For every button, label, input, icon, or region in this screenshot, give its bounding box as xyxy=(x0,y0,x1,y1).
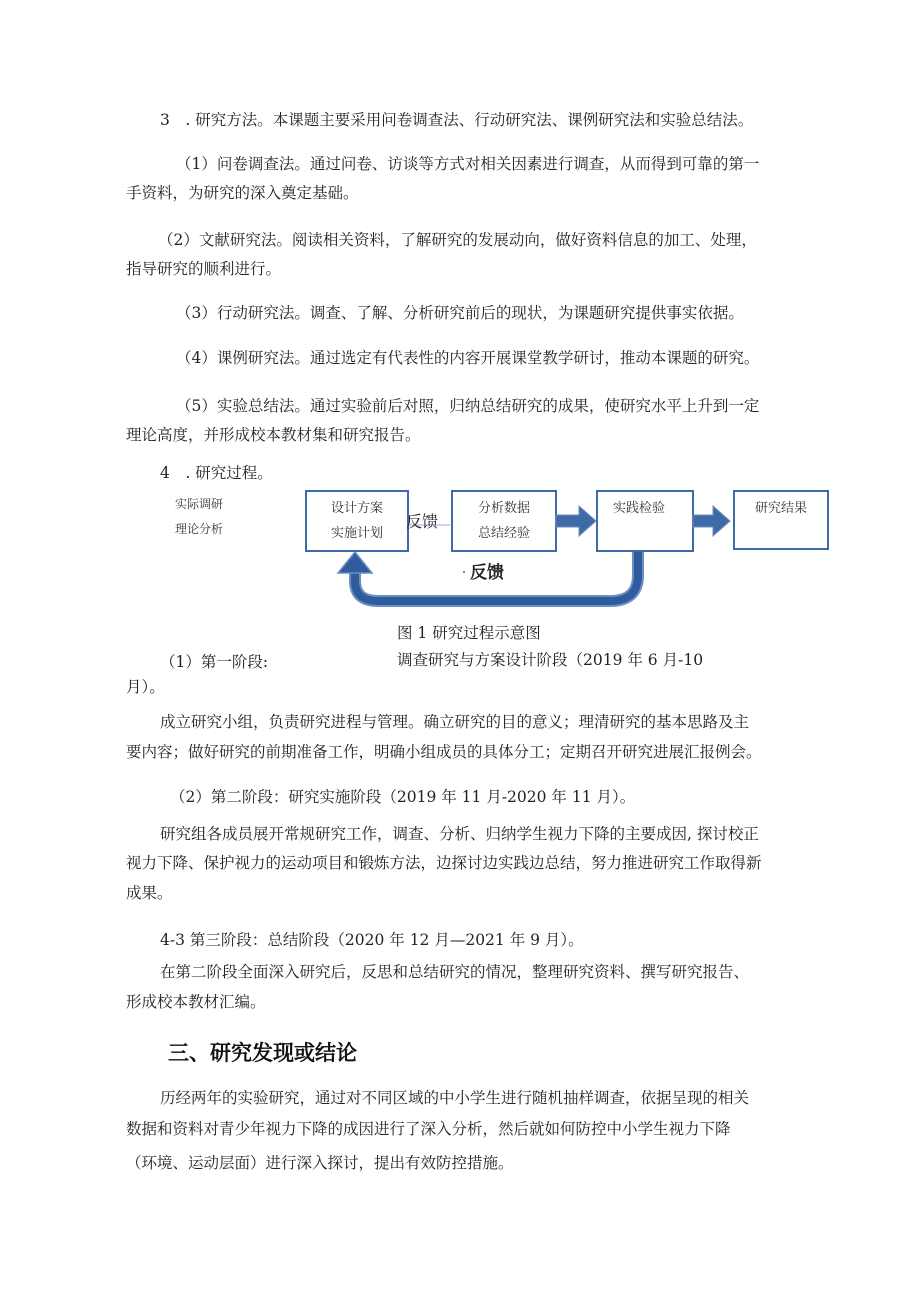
method-1-line1: （1）问卷调查法。通过问卷、访谈等方式对相关因素进行调查，从而得到可靠的第一 xyxy=(176,155,760,173)
stage-2-title: （2）第二阶段：研究实施阶段（2019 年 11 月-2020 年 11 月）。 xyxy=(170,788,636,806)
box-analyze-data-line1: 分析数据 xyxy=(477,501,531,516)
box-design-plan-line1: 设计方案 xyxy=(330,501,384,516)
method-5-line2: 理论高度，并形成校本教材集和研究报告。 xyxy=(126,426,421,444)
section-heading-findings: 三、研究发现或结论 xyxy=(168,1041,357,1065)
box-design-plan xyxy=(306,491,408,551)
box-research-result-label: 研究结果 xyxy=(754,501,808,516)
stage-1-title: 调查研究与方案设计阶段（2019 年 6 月-10 xyxy=(397,651,704,669)
stage-1-title-cont: 月）。 xyxy=(126,678,165,696)
stage-3-body-line1: 在第二阶段全面深入研究后，反思和总结研究的情况，整理研究资料、撰写研究报告、 xyxy=(160,963,750,981)
stage-1-body-line1: 成立研究小组，负责研究进程与管理。确立研究的目的意义；理清研究的基本思路及主 xyxy=(160,713,750,731)
findings-line3: （环境、运动层面）进行深入探讨，提出有效防控措施。 xyxy=(126,1154,514,1172)
box-practice-test-label: 实践检验 xyxy=(612,501,666,516)
stage-1-label: （1）第一阶段: xyxy=(160,653,269,671)
method-4: （4）课例研究法。通过选定有代表性的内容开展课堂教学研讨，推动本课题的研究。 xyxy=(176,349,760,367)
findings-line2: 数据和资料对青少年视力下降的成因进行了深入分析，然后就如何防控中小学生视力下降 xyxy=(126,1120,731,1138)
method-1-line2: 手资料，为研究的深入奠定基础。 xyxy=(126,184,359,202)
feedback-bottom-label: 反馈 xyxy=(470,563,504,583)
arrow-practice-to-result xyxy=(693,506,730,536)
stage-2-body-line1: 研究组各成员展开常规研究工作，调查、分析、归纳学生视力下降的主要成因, 探讨校正 xyxy=(160,825,759,843)
stage-3-title: 4-3 第三阶段：总结阶段（2020 年 12 月—2021 年 9 月）。 xyxy=(160,931,584,949)
stage-2-body-line2: 视力下降、保护视力的运动项目和锻炼方法，边探讨边实践边总结，努力推进研究工作取得新 xyxy=(126,854,762,872)
box-practice-test xyxy=(597,491,693,551)
box-design-plan-line2: 实施计划 xyxy=(330,526,384,541)
method-3: （3）行动研究法。调查、了解、分析研究前后的现状，为课题研究提供事实依据。 xyxy=(176,304,744,322)
figure-caption: 图 1 研究过程示意图 xyxy=(397,624,541,642)
process-heading: 4 . 研究过程。 xyxy=(160,464,273,482)
stage-2-body-line3: 成果。 xyxy=(126,884,173,902)
method-5-line1: （5）实验总结法。通过实验前后对照，归纳总结研究的成果，使研究水平上升到一定 xyxy=(176,397,760,415)
diagram-side-label-2: 理论分析 xyxy=(175,522,224,536)
box-analyze-data-line2: 总结经验 xyxy=(477,526,531,541)
box-analyze-data xyxy=(452,491,556,551)
feedback-top-label: 反馈 xyxy=(406,512,439,531)
findings-line1: 历经两年的实验研究，通过对不同区域的中小学生进行随机抽样调查，依据呈现的相关 xyxy=(160,1089,750,1107)
method-2-line2: 指导研究的顺利进行。 xyxy=(126,260,282,278)
box-research-result xyxy=(734,491,828,549)
feedback-loop-arrowhead xyxy=(338,552,372,573)
stage-1-body-line2: 要内容；做好研究的前期准备工作，明确小组成员的具体分工；定期召开研究进展汇报例会。 xyxy=(126,743,762,761)
method-heading: 3 . 研究方法。本课题主要采用问卷调查法、行动研究法、课例研究法和实验总结法。 xyxy=(160,111,754,129)
arrow-analyze-to-practice xyxy=(556,506,596,536)
research-process-diagram xyxy=(300,485,840,610)
method-2-line1: （2）文献研究法。阅读相关资料，了解研究的发展动向，做好资料信息的加工、处理， xyxy=(158,231,757,249)
stage-3-body-line2: 形成校本教材汇编。 xyxy=(126,993,266,1011)
diagram-side-label-1: 实际调研 xyxy=(175,497,224,511)
